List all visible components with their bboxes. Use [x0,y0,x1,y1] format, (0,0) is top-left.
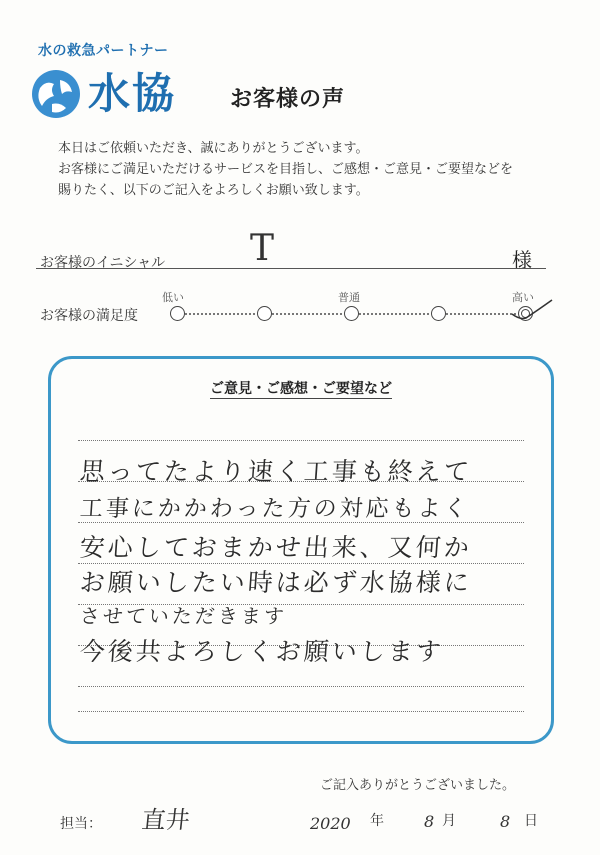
checkmark-icon [508,294,554,324]
comment-line: させていただきます [79,604,288,628]
satisfaction-option-1[interactable] [170,306,185,321]
satisfaction-option-3[interactable] [344,306,359,321]
comment-line: 思ってたより速く工事も終えて [78,457,473,486]
comment-line: 安心しておまかせ出来、又何か [78,533,473,562]
comment-line: お願いしたい時は必ず水協様に [78,568,473,597]
intro-text [58,138,513,201]
writing-line [78,686,524,687]
intro-line: 賜りたく、以下のご記入をよろしくお願い致します。 [58,183,369,198]
initial-label: お客様のイニシャル [40,255,166,271]
day-value[interactable]: 8 [500,812,511,831]
scale-connector [359,313,429,315]
closing-message: ご記入ありがとうございました。 [320,778,516,793]
month-value[interactable]: 8 [424,812,435,831]
tagline: 水の救急パートナー [38,43,169,59]
satisfaction-option-2[interactable] [257,306,272,321]
scale-connector [446,313,516,315]
staff-name[interactable]: 直井 [140,806,192,834]
brand-name: 水協 [88,69,177,118]
day-unit: 日 [524,813,538,829]
initial-value[interactable]: T [250,228,275,269]
scale-mid-label: 普通 [338,291,360,304]
satisfaction-option-4[interactable] [431,306,446,321]
staff-label: 担当： [60,816,102,832]
year-unit: 年 [370,813,384,829]
intro-line: お客様にご満足いただけるサービスを目指し、ご感想・ご意見・ご要望などを [58,162,514,177]
comment-line: 工事にかかわった方の対応もよく [78,496,471,522]
month-unit: 月 [442,813,456,829]
form-title: お客様の声 [230,87,346,112]
intro-line: 本日はご依頼いただき、誠にありがとうございます。 [58,141,369,156]
comment-line: 今後共よろしくお願いします [78,637,445,666]
scale-connector [272,313,342,315]
comment-box-title: ご意見・ご感想・ご要望など [210,381,392,397]
scale-low-label: 低い [162,291,184,304]
water-drop-logo-icon [30,68,82,120]
initial-underline [36,268,546,269]
satisfaction-label: お客様の満足度 [40,308,138,324]
writing-line [78,440,524,441]
scale-connector [185,313,255,315]
writing-line [78,711,524,712]
scale-high-label: 高い [512,291,534,304]
honorific-suffix: 様 [512,248,532,272]
year-value[interactable]: 2020 [310,814,351,833]
